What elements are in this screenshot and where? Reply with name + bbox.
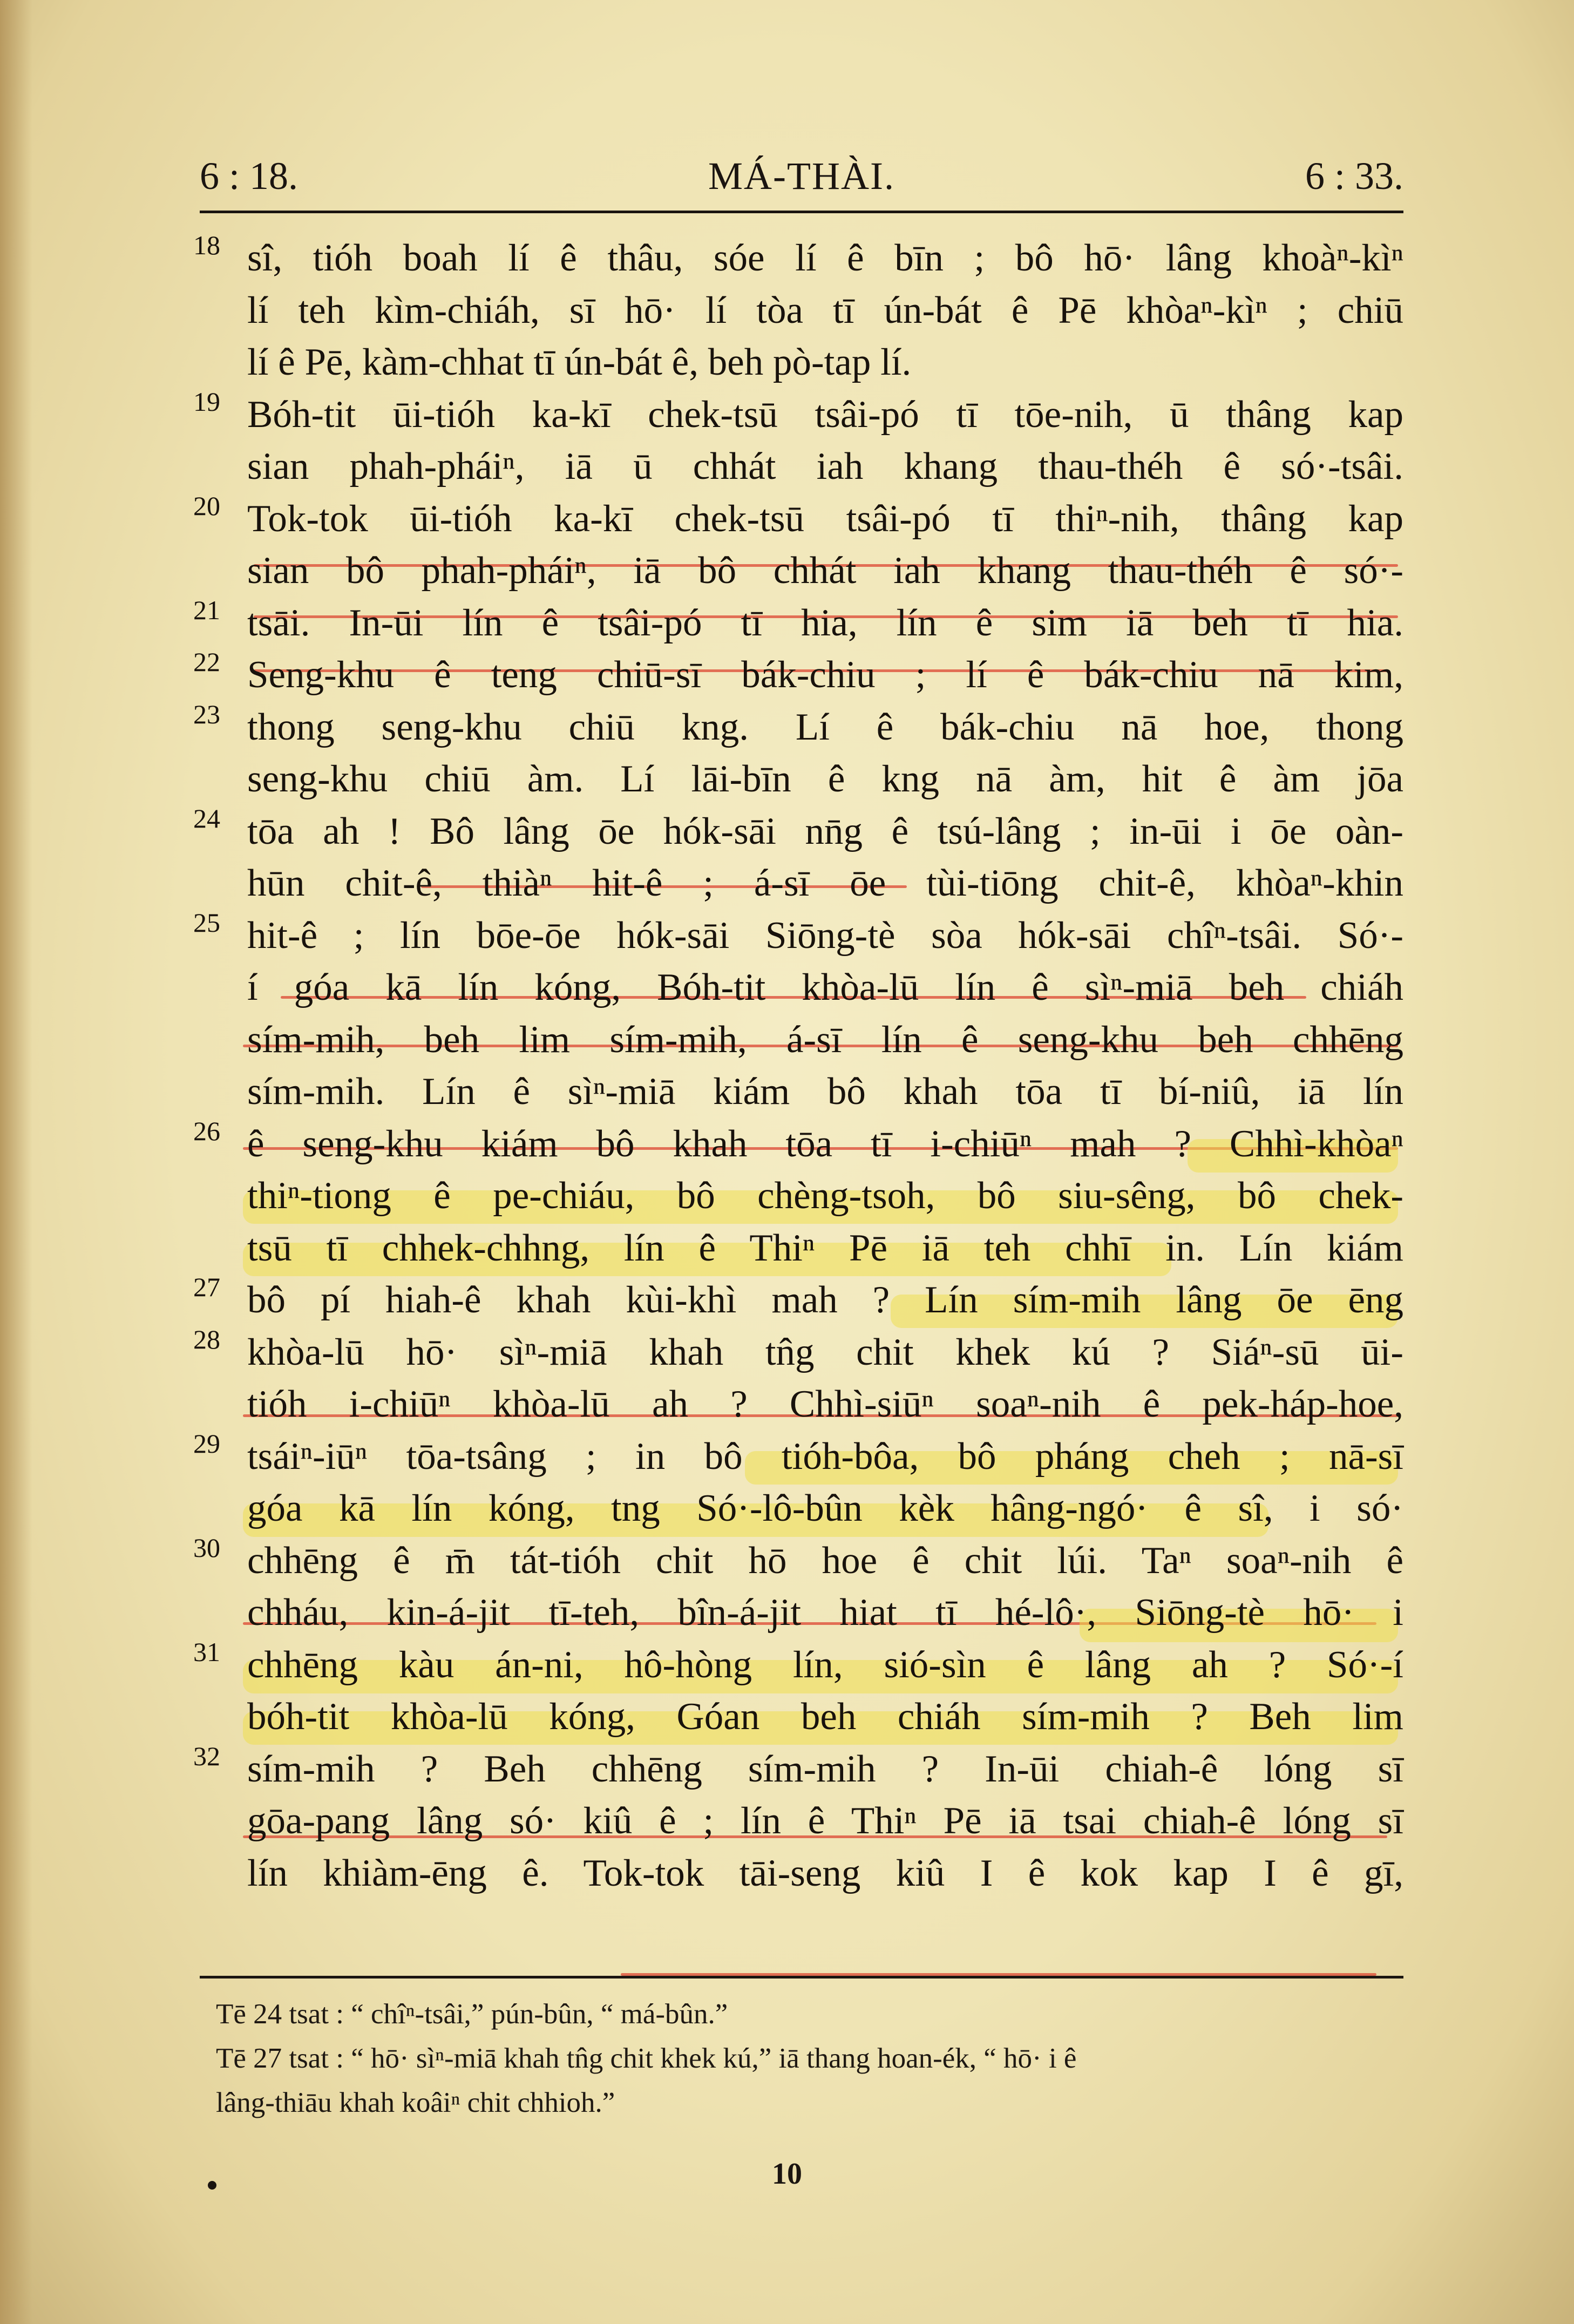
verse-number: 27 (193, 1272, 220, 1302)
book-title: MÁ-THÀI. (708, 154, 895, 198)
line-text: sian phah-pháiⁿ, iā ū chhát iah khang thau-théh ê só·-tsâi. (247, 445, 1403, 487)
text-line (200, 753, 1403, 805)
text-line (193, 386, 1403, 441)
right-verse-reference: 6 : 33. (1305, 154, 1403, 198)
text-line (200, 1795, 1403, 1847)
line-text: thiⁿ-tiong ê pe-chiáu, bô chèng-tsoh, bô siu-sêng, bô chek- (247, 1175, 1403, 1217)
text-line (193, 1115, 1403, 1170)
footnote-line: Tē 27 tsat : “ hō· sìⁿ-miā khah tn̂g chit khek kú,” iā thang hoan-ék, “ hō· i ê (216, 2043, 1077, 2074)
verse-number: 21 (193, 594, 220, 625)
text-line (193, 1324, 1403, 1379)
text-line (193, 647, 1403, 701)
text-line (193, 1636, 1403, 1691)
line-text: lín khiàm-ēng ê. Tok-tok tāi-seng kiû I ê kok kap I ê gī, (247, 1852, 1403, 1894)
line-text: tōa ah ! Bô lâng ōe hók-sāi nn̄g ê tsú-lâng ; in-ūi i ōe oàn- (247, 810, 1403, 852)
footnote-line: Tē 24 tsat : “ chîⁿ-tsâi,” pún-bûn, “ má-bûn.” (216, 1998, 728, 2030)
text-line (200, 1587, 1403, 1639)
verse-number: 20 (193, 490, 220, 521)
verse-number: 29 (193, 1428, 220, 1459)
footnote-line: lâng-thiāu khah koâiⁿ chit chhioh.” (216, 2087, 615, 2118)
line-text: chhēng kàu án-ni, hô-hòng lín, sió-sìn ê lâng ah ? Só·-í (247, 1643, 1403, 1686)
text-line (193, 907, 1403, 962)
line-text: seng-khu chiū àm. Lí lāi-bīn ê kng nā àm, hit ê àm jōa (247, 758, 1403, 800)
line-text: tióh i-chiūⁿ khòa-lū ah ? Chhì-siūⁿ soaⁿ-nih ê pek-háp-hoe, (247, 1383, 1403, 1425)
text-line (200, 284, 1403, 337)
text-line (193, 803, 1403, 858)
header-rule (200, 211, 1403, 213)
verse-number: 19 (193, 386, 220, 417)
verse-number: 23 (193, 699, 220, 729)
line-text: chháu, kin-á-jit tī-teh, bîn-á-jit hiat tī hé-lô·, Siōng-tè hō· i (247, 1591, 1403, 1634)
footnote-rule (200, 1976, 1403, 1979)
verse-number: 26 (193, 1115, 220, 1146)
line-text: tsū tī chhek-chhng, lín ê Thiⁿ Pē iā teh chhī in. Lín kiám (247, 1227, 1403, 1269)
line-text: bô pí hiah-ê khah kùi-khì mah ? Lín sím-mih lâng ōe ēng (247, 1279, 1403, 1321)
line-text: tsāi. In-ūi lín ê tsâi-pó tī hia, lín ê sim iā beh tī hia. (247, 601, 1403, 644)
line-text: sím-mih ? Beh chhēng sím-mih ? In-ūi chiah-ê lóng sī (247, 1747, 1403, 1790)
line-text: Bóh-tit ūi-tióh ka-kī chek-tsū tsâi-pó tī tōe-nih, ū thâng kap (247, 393, 1403, 436)
text-line (200, 1014, 1403, 1066)
text-line (200, 441, 1403, 493)
line-text: í góa kā lín kóng, Bóh-tit khòa-lū lín ê sìⁿ-miā beh chiáh (247, 966, 1403, 1008)
line-text: lí ê Pē, kàm-chhat tī ún-bát ê, beh pò-tap lí. (247, 341, 912, 383)
text-line (193, 490, 1403, 545)
verse-number: 31 (193, 1636, 220, 1667)
line-text: sî, tióh boah lí ê thâu, sóe lí ê bīn ; bô hō· lâng khoàⁿ-kìⁿ (247, 237, 1403, 279)
text-line (200, 1378, 1403, 1431)
line-text: hit-ê ; lín bōe-ōe hók-sāi Siōng-tè sòa hók-sāi chîⁿ-tsâi. Só·- (247, 914, 1403, 957)
page-number: 10 (772, 2157, 802, 2191)
line-text: gōa-pang lâng só· kiû ê ; lín ê Thiⁿ Pē iā tsai chiah-ê lóng sī (247, 1800, 1403, 1842)
text-line (193, 1740, 1403, 1795)
text-line (193, 230, 1403, 284)
text-line (193, 699, 1403, 754)
text-line (200, 961, 1403, 1014)
text-line (193, 1532, 1403, 1587)
line-text: hūn chit-ê, thiàⁿ hit-ê ; á-sī ōe tùi-tiōng chit-ê, khòaⁿ-khin (247, 862, 1403, 904)
text-line (200, 545, 1403, 597)
verse-number: 30 (193, 1532, 220, 1563)
text-line (200, 1066, 1403, 1118)
left-verse-reference: 6 : 18. (200, 154, 298, 198)
line-text: sím-mih. Lín ê sìⁿ-miā kiám bô khah tōa tī bí-niû, iā lín (247, 1070, 1403, 1113)
verse-number: 25 (193, 907, 220, 938)
verse-number: 24 (193, 803, 220, 834)
line-text: khòa-lū hō· sìⁿ-miā khah tn̂g chit khek kú ? Siáⁿ-sū ūi- (247, 1331, 1403, 1373)
line-text: chhēng ê m̄ tát-tióh chit hō hoe ê chit lúi. Taⁿ soaⁿ-nih ê (247, 1539, 1403, 1582)
line-text: Seng-khu ê teng chiū-sī bák-chiu ; lí ê bák-chiu nā kim, (247, 654, 1403, 696)
line-text: ê seng-khu kiám bô khah tōa tī i-chiūⁿ mah ? Chhì-khòaⁿ (247, 1122, 1403, 1165)
footnotes (216, 1992, 1403, 2125)
line-text: sím-mih, beh lim sím-mih, á-sī lín ê seng-khu beh chhēng (247, 1018, 1403, 1061)
text-line (200, 857, 1403, 910)
verse-number: 28 (193, 1324, 220, 1354)
running-header (200, 138, 1403, 208)
line-text: sian bô phah-pháiⁿ, iā bô chhát iah khang thau-théh ê só·- (247, 550, 1403, 592)
text-line (200, 336, 1403, 389)
line-text: lí teh kìm-chiáh, sī hō· lí tòa tī ún-bát ê Pē khòaⁿ-kìⁿ ; chiū (247, 289, 1403, 331)
text-line (200, 1847, 1403, 1900)
scripture-text (193, 230, 1403, 1899)
line-text: thong seng-khu chiū kng. Lí ê bák-chiu nā hoe, thong (247, 706, 1403, 748)
verse-number: 22 (193, 647, 220, 677)
text-line (200, 1691, 1403, 1743)
line-text: Tok-tok ūi-tióh ka-kī chek-tsū tsâi-pó tī thiⁿ-nih, thâng kap (247, 497, 1403, 540)
text-line (193, 1428, 1403, 1483)
line-text: bóh-tit khòa-lū kóng, Góan beh chiáh sím-mih ? Beh lim (247, 1696, 1403, 1738)
text-line (193, 594, 1403, 649)
line-text: tsáiⁿ-iūⁿ tōa-tsâng ; in bô tióh-bôa, bô pháng cheh ; nā-sī (247, 1435, 1403, 1478)
verse-number: 18 (193, 230, 220, 260)
text-line (200, 1222, 1403, 1275)
text-line (193, 1272, 1403, 1326)
text-line (200, 1482, 1403, 1535)
line-text: góa kā lín kóng, tng Só·-lô-bûn kèk hâng-ngó· ê sî, i só· (247, 1487, 1403, 1529)
text-line (200, 1170, 1403, 1222)
verse-number: 32 (193, 1740, 220, 1771)
